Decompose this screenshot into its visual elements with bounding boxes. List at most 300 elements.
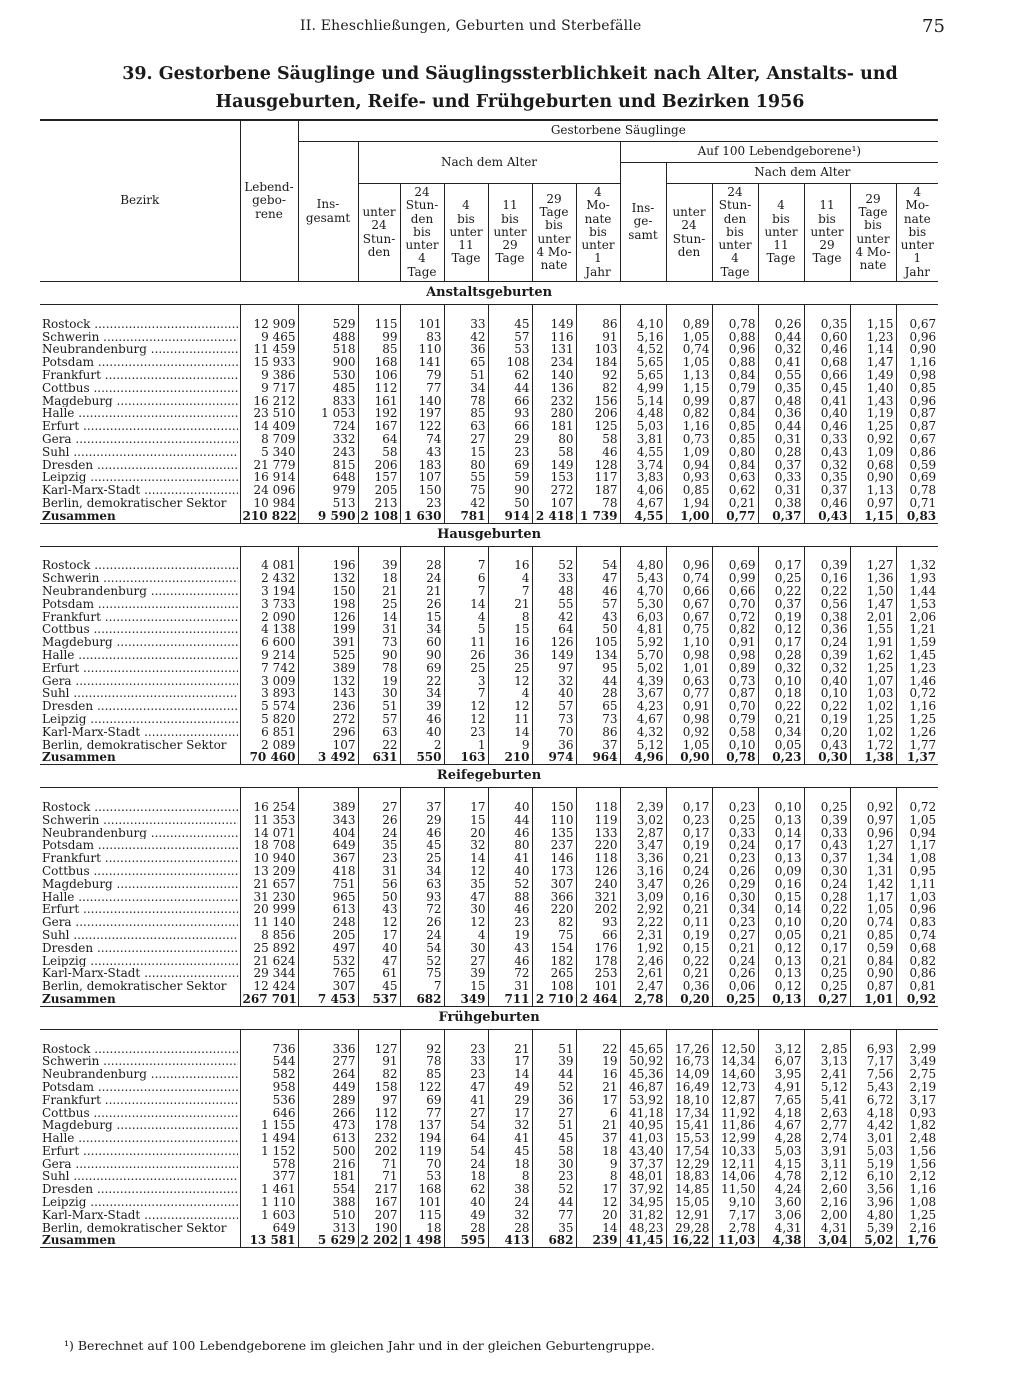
table-cell: 90	[400, 649, 444, 662]
table-cell: 6,10	[850, 1170, 896, 1183]
bezirk-name	[40, 433, 240, 446]
table-cell: 213	[358, 497, 400, 510]
table-cell: 272	[298, 713, 358, 726]
table-cell: 199	[298, 623, 358, 636]
table-cell: 3,36	[620, 852, 666, 865]
table-cell: 0,25	[712, 814, 758, 827]
table-cell: 0,98	[666, 649, 712, 662]
table-cell: 17,26	[666, 1043, 712, 1056]
table-cell: 0,17	[666, 801, 712, 814]
table-cell: 0,41	[758, 356, 804, 369]
table-cell: 73	[358, 636, 400, 649]
table-cell: 5,65	[620, 369, 666, 382]
spacer-cell	[620, 546, 666, 559]
table-cell: 3,91	[804, 1145, 850, 1158]
table-cell: 0,99	[666, 395, 712, 408]
table-cell: 40	[444, 1196, 488, 1209]
table-cell: 16,73	[666, 1055, 712, 1068]
table-cell: 18	[576, 1145, 620, 1158]
table-cell: 578	[240, 1158, 298, 1171]
table-cell: 389	[298, 662, 358, 675]
table-row	[40, 623, 938, 636]
table-row	[40, 878, 938, 891]
table-cell: 1,03	[850, 687, 896, 700]
table-cell: 0,77	[666, 687, 712, 700]
table-cell: 0,62	[712, 484, 758, 497]
table-cell: 0,18	[758, 687, 804, 700]
table-cell: 18,10	[666, 1094, 712, 1107]
table-cell: 2,19	[896, 1081, 938, 1094]
table-cell: 1,26	[896, 726, 938, 739]
table-cell: 217	[358, 1183, 400, 1196]
table-cell: 52	[488, 878, 532, 891]
table-cell: 1,25	[850, 662, 896, 675]
table-cell: 13 209	[240, 865, 298, 878]
table-cell: 7,65	[758, 1094, 804, 1107]
table-cell: 46	[488, 827, 532, 840]
table-cell: 0,85	[850, 929, 896, 942]
total-row	[40, 1234, 938, 1247]
table-cell: 3,02	[620, 814, 666, 827]
table-cell: 92	[576, 369, 620, 382]
table-cell: 47	[444, 1081, 488, 1094]
table-cell: 277	[298, 1055, 358, 1068]
table-cell: 16	[576, 1068, 620, 1081]
table-cell: 1,47	[850, 356, 896, 369]
table-cell: 71	[358, 1158, 400, 1171]
table-cell: 17	[358, 929, 400, 942]
table-cell: 1,93	[896, 572, 938, 585]
table-cell: 23	[358, 852, 400, 865]
bezirk-name	[40, 649, 240, 662]
table-cell: 30	[358, 687, 400, 700]
table-cell: 108	[488, 356, 532, 369]
table-cell: 711	[488, 993, 532, 1006]
table-cell: 51	[532, 1043, 576, 1056]
table-cell: 107	[532, 497, 576, 510]
table-cell: 103	[576, 343, 620, 356]
bezirk-name	[40, 611, 240, 624]
table-cell: 43	[576, 611, 620, 624]
spacer-row	[40, 1029, 938, 1042]
table-cell: 0,17	[666, 827, 712, 840]
header-age-line: bis	[864, 218, 882, 233]
bezirk-name-text: Frankfurt .....	[42, 852, 238, 865]
table-cell: 0,86	[896, 967, 938, 980]
header-age-line: unter	[810, 224, 844, 239]
bezirk-name-text: Gera .....	[42, 675, 238, 688]
table-cell: 95	[576, 662, 620, 675]
table-cell: 14	[576, 1222, 620, 1235]
table-cell: 128	[576, 459, 620, 472]
table-cell: 2 090	[240, 611, 298, 624]
spacer-cell	[666, 788, 712, 801]
table-cell: 0,29	[712, 878, 758, 891]
bezirk-name-text: Schwerin .....	[42, 814, 238, 827]
table-cell: 0,70	[712, 598, 758, 611]
table-cell: 2 464	[576, 993, 620, 1006]
table-cell: 544	[240, 1055, 298, 1068]
table-cell: 16 254	[240, 801, 298, 814]
table-cell: 93	[576, 916, 620, 929]
bezirk-name-text: Erfurt .....	[42, 903, 238, 916]
header-age-line: bis	[908, 224, 927, 239]
header-nach-dem-alter: Nach dem Alter	[358, 142, 620, 184]
table-cell: 0,38	[804, 611, 850, 624]
table-cell: 0,81	[896, 980, 938, 993]
table-cell: 914	[488, 510, 532, 523]
table-cell: 0,10	[758, 801, 804, 814]
table-cell: 4,32	[620, 726, 666, 739]
table-cell: 23 510	[240, 407, 298, 420]
table-cell: 108	[532, 980, 576, 993]
table-cell: 149	[532, 318, 576, 331]
table-cell: 80	[444, 459, 488, 472]
spacer-cell	[40, 305, 240, 318]
table-cell: 43	[358, 903, 400, 916]
table-cell: 0,91	[666, 700, 712, 713]
table-cell: 0,30	[804, 751, 850, 764]
header-age-line: 4 Mo-	[855, 244, 891, 259]
bezirk-name	[40, 1119, 240, 1132]
table-cell: 14	[358, 611, 400, 624]
table-cell: 2,74	[804, 1132, 850, 1145]
table-cell: 14 409	[240, 420, 298, 433]
table-cell: 0,26	[712, 865, 758, 878]
table-cell: 29	[400, 814, 444, 827]
table-cell: 8	[576, 1170, 620, 1183]
table-cell: 1,25	[850, 420, 896, 433]
section-title: Anstaltsgeburten	[40, 282, 938, 305]
table-cell: 7 742	[240, 662, 298, 675]
table-cell: 63	[400, 878, 444, 891]
table-cell: 24	[400, 929, 444, 942]
table-cell: 101	[576, 980, 620, 993]
table-cell: 25	[488, 662, 532, 675]
bezirk-name	[40, 839, 240, 852]
table-cell: 32	[488, 1119, 532, 1132]
table-cell: 3 893	[240, 687, 298, 700]
table-cell: 41,45	[620, 1234, 666, 1247]
table-cell: 4,15	[758, 1158, 804, 1171]
spacer-cell	[488, 546, 532, 559]
bezirk-name-text: Dresden .....	[42, 459, 238, 472]
spacer-cell	[576, 546, 620, 559]
table-cell: 119	[400, 1145, 444, 1158]
table-cell: 27	[444, 1107, 488, 1120]
header-age-line: unter	[718, 238, 752, 253]
table-cell: 57	[488, 331, 532, 344]
bezirk-name-text: Zusammen	[42, 1234, 116, 1248]
spacer-cell	[804, 788, 850, 801]
table-cell: 181	[298, 1170, 358, 1183]
table-cell: 4,52	[620, 343, 666, 356]
table-cell: 9	[488, 739, 532, 752]
table-cell: 91	[576, 331, 620, 344]
table-cell: 0,46	[804, 343, 850, 356]
table-cell: 0,87	[712, 687, 758, 700]
header-age-line: 4	[731, 251, 739, 266]
table-cell: 0,46	[804, 497, 850, 510]
table-cell: 1,15	[666, 382, 712, 395]
table-cell: 65	[576, 700, 620, 713]
table-cell: 0,21	[666, 903, 712, 916]
table-cell: 0,25	[758, 572, 804, 585]
table-cell: 4,06	[620, 484, 666, 497]
header-age-count-4	[532, 184, 576, 282]
bezirk-name-text: Leipzig .....	[42, 471, 238, 484]
table-cell: 16,49	[666, 1081, 712, 1094]
table-cell: 0,35	[804, 318, 850, 331]
table-cell: 0,74	[666, 343, 712, 356]
spacer-cell	[240, 1029, 298, 1042]
table-cell: 0,26	[758, 318, 804, 331]
bezirk-name	[40, 395, 240, 408]
spacer-cell	[298, 546, 358, 559]
bezirk-name	[40, 446, 240, 459]
bezirk-name	[40, 623, 240, 636]
header-age-line: 11	[819, 198, 835, 213]
table-cell: 0,82	[666, 407, 712, 420]
table-cell: 510	[298, 1209, 358, 1222]
table-cell: 29 344	[240, 967, 298, 980]
table-cell: 781	[444, 510, 488, 523]
table-header	[40, 120, 938, 282]
table-cell: 23	[488, 446, 532, 459]
table-cell: 0,14	[758, 827, 804, 840]
table-cell: 44	[532, 1196, 576, 1209]
table-cell: 80	[488, 839, 532, 852]
table-cell: 5,92	[620, 636, 666, 649]
table-row	[40, 967, 938, 980]
bezirk-name-text: Suhl .....	[42, 446, 238, 459]
table-cell: 2,39	[620, 801, 666, 814]
table-cell: 0,45	[804, 382, 850, 395]
table-cell: 2,87	[620, 827, 666, 840]
table-cell: 178	[358, 1119, 400, 1132]
table-cell: 19	[576, 1055, 620, 1068]
table-cell: 582	[240, 1068, 298, 1081]
table-cell: 0,71	[896, 497, 938, 510]
table-cell: 2,78	[712, 1222, 758, 1235]
header-age-line: den	[410, 211, 434, 226]
bezirk-name-text: Berlin, demokratischer Sektor	[42, 1221, 227, 1235]
table-cell: 22	[400, 675, 444, 688]
bezirk-name	[40, 407, 240, 420]
table-cell: 1,16	[896, 356, 938, 369]
table-cell: 0,75	[666, 623, 712, 636]
table-cell: 0,96	[896, 331, 938, 344]
header-age-line: 4	[594, 185, 602, 199]
table-cell: 51	[444, 369, 488, 382]
header-age-line: nate	[859, 258, 887, 273]
table-cell: 37,37	[620, 1158, 666, 1171]
table-cell: 14 071	[240, 827, 298, 840]
table-cell: 134	[576, 649, 620, 662]
table-cell: 105	[576, 636, 620, 649]
table-cell: 17,34	[666, 1107, 712, 1120]
section-title: Hausgeburten	[40, 523, 938, 546]
table-cell: 0,24	[712, 955, 758, 968]
table-cell: 0,10	[804, 687, 850, 700]
table-cell: 0,16	[758, 878, 804, 891]
table-cell: 37	[400, 801, 444, 814]
table-row	[40, 955, 938, 968]
header-age-line: 4	[913, 185, 922, 199]
table-cell: 74	[400, 433, 444, 446]
table-cell: 33	[444, 1055, 488, 1068]
table-cell: 101	[400, 1196, 444, 1209]
bezirk-name-text: Cottbus .....	[42, 623, 238, 636]
total-label	[40, 993, 240, 1006]
table-cell: 2,01	[850, 611, 896, 624]
bezirk-name-text: Karl-Marx-Stadt .....	[42, 1209, 238, 1222]
table-cell: 0,30	[712, 891, 758, 904]
table-row	[40, 713, 938, 726]
header-age-line: nate	[903, 211, 931, 226]
table-cell: 1,82	[896, 1119, 938, 1132]
table-cell: 736	[240, 1043, 298, 1056]
header-age-line: 24	[414, 185, 430, 199]
table-cell: 0,15	[758, 891, 804, 904]
table-cell: 42	[532, 611, 576, 624]
table-cell: 3	[444, 675, 488, 688]
table-cell: 0,25	[804, 801, 850, 814]
table-cell: 150	[400, 484, 444, 497]
table-row	[40, 1158, 938, 1171]
bezirk-name	[40, 497, 240, 510]
bezirk-name-text: Suhl .....	[42, 687, 238, 700]
bezirk-name-text: Gera .....	[42, 916, 238, 929]
spacer-cell	[532, 305, 576, 318]
table-cell: 6	[444, 572, 488, 585]
table-cell: 44	[576, 675, 620, 688]
table-cell: 12 909	[240, 318, 298, 331]
table-cell: 122	[400, 420, 444, 433]
spacer-cell	[400, 1029, 444, 1042]
table-cell: 12	[444, 916, 488, 929]
table-cell: 21	[400, 585, 444, 598]
table-cell: 72	[488, 967, 532, 980]
header-age-count-3	[488, 184, 532, 282]
bezirk-name	[40, 700, 240, 713]
table-cell: 45	[488, 318, 532, 331]
table-cell: 12 424	[240, 980, 298, 993]
table-cell: 46	[488, 955, 532, 968]
table-cell: 2,12	[804, 1170, 850, 1183]
table-cell: 55	[444, 471, 488, 484]
table-row	[40, 942, 938, 955]
table-cell: 0,10	[712, 739, 758, 752]
header-lebendgeborene-line: gebo-	[252, 193, 286, 208]
table-cell: 0,95	[896, 865, 938, 878]
spacer-cell	[666, 305, 712, 318]
table-cell: 11,50	[712, 1183, 758, 1196]
table-cell: 1 053	[298, 407, 358, 420]
table-cell: 0,92	[850, 433, 896, 446]
table-cell: 646	[240, 1107, 298, 1120]
table-cell: 4,18	[850, 1107, 896, 1120]
table-cell: 12,50	[712, 1043, 758, 1056]
table-cell: 16	[488, 559, 532, 572]
table-cell: 0,17	[758, 559, 804, 572]
table-cell: 0,72	[712, 611, 758, 624]
bezirk-name-text: Frankfurt .....	[42, 611, 238, 624]
table-cell: 10,33	[712, 1145, 758, 1158]
table-cell: 12,87	[712, 1094, 758, 1107]
table-cell: 0,59	[896, 459, 938, 472]
table-cell: 5 574	[240, 700, 298, 713]
table-cell: 751	[298, 878, 358, 891]
table-cell: 5,03	[758, 1145, 804, 1158]
table-cell: 0,89	[712, 662, 758, 675]
table-row	[40, 1055, 938, 1068]
table-cell: 0,72	[896, 687, 938, 700]
bezirk-name	[40, 903, 240, 916]
total-label	[40, 510, 240, 523]
table-cell: 6 600	[240, 636, 298, 649]
table-cell: 1 739	[576, 510, 620, 523]
table-cell: 513	[298, 497, 358, 510]
running-head	[0, 14, 1024, 40]
table-cell: 4,38	[758, 1234, 804, 1247]
table-cell: 0,17	[758, 636, 804, 649]
table-cell: 0,40	[804, 407, 850, 420]
table-title	[60, 60, 960, 116]
bezirk-name	[40, 572, 240, 585]
bezirk-name-text: Karl-Marx-Stadt .....	[42, 484, 238, 497]
table-cell: 2,06	[896, 611, 938, 624]
table-row	[40, 459, 938, 472]
table-cell: 0,99	[712, 572, 758, 585]
table-cell: 1,31	[850, 865, 896, 878]
bezirk-name-text: Neubrandenburg .....	[42, 343, 238, 356]
bezirk-name-text: Zusammen	[42, 751, 116, 765]
table-cell: 12,73	[712, 1081, 758, 1094]
header-age-line: bis	[501, 211, 519, 226]
table-cell: 4	[444, 929, 488, 942]
table-cell: 58	[532, 1145, 576, 1158]
table-cell: 194	[400, 1132, 444, 1145]
bezirk-name	[40, 865, 240, 878]
table-cell: 0,90	[850, 967, 896, 980]
table-cell: 40	[488, 865, 532, 878]
spacer-cell	[40, 1029, 240, 1042]
bezirk-name	[40, 1081, 240, 1094]
table-cell: 3,06	[758, 1209, 804, 1222]
table-cell: 40,95	[620, 1119, 666, 1132]
table-cell: 6,72	[850, 1094, 896, 1107]
table-cell: 1 155	[240, 1119, 298, 1132]
bezirk-name	[40, 1209, 240, 1222]
table-cell: 46	[576, 446, 620, 459]
table-cell: 6	[576, 1107, 620, 1120]
table-cell: 0,13	[758, 852, 804, 865]
table-cell: 24	[488, 1196, 532, 1209]
header-lebendgeborene-line: Lebend-	[244, 180, 294, 195]
table-cell: 0,33	[804, 827, 850, 840]
table-cell: 8	[488, 611, 532, 624]
table-cell: 15	[444, 980, 488, 993]
table-cell: 4	[488, 572, 532, 585]
table-cell: 24	[444, 1158, 488, 1171]
table-cell: 4	[488, 687, 532, 700]
table-cell: 0,06	[712, 980, 758, 993]
table-cell: 1,27	[850, 839, 896, 852]
table-cell: 0,84	[712, 369, 758, 382]
table-cell: 43	[488, 942, 532, 955]
table-cell: 0,11	[666, 916, 712, 929]
